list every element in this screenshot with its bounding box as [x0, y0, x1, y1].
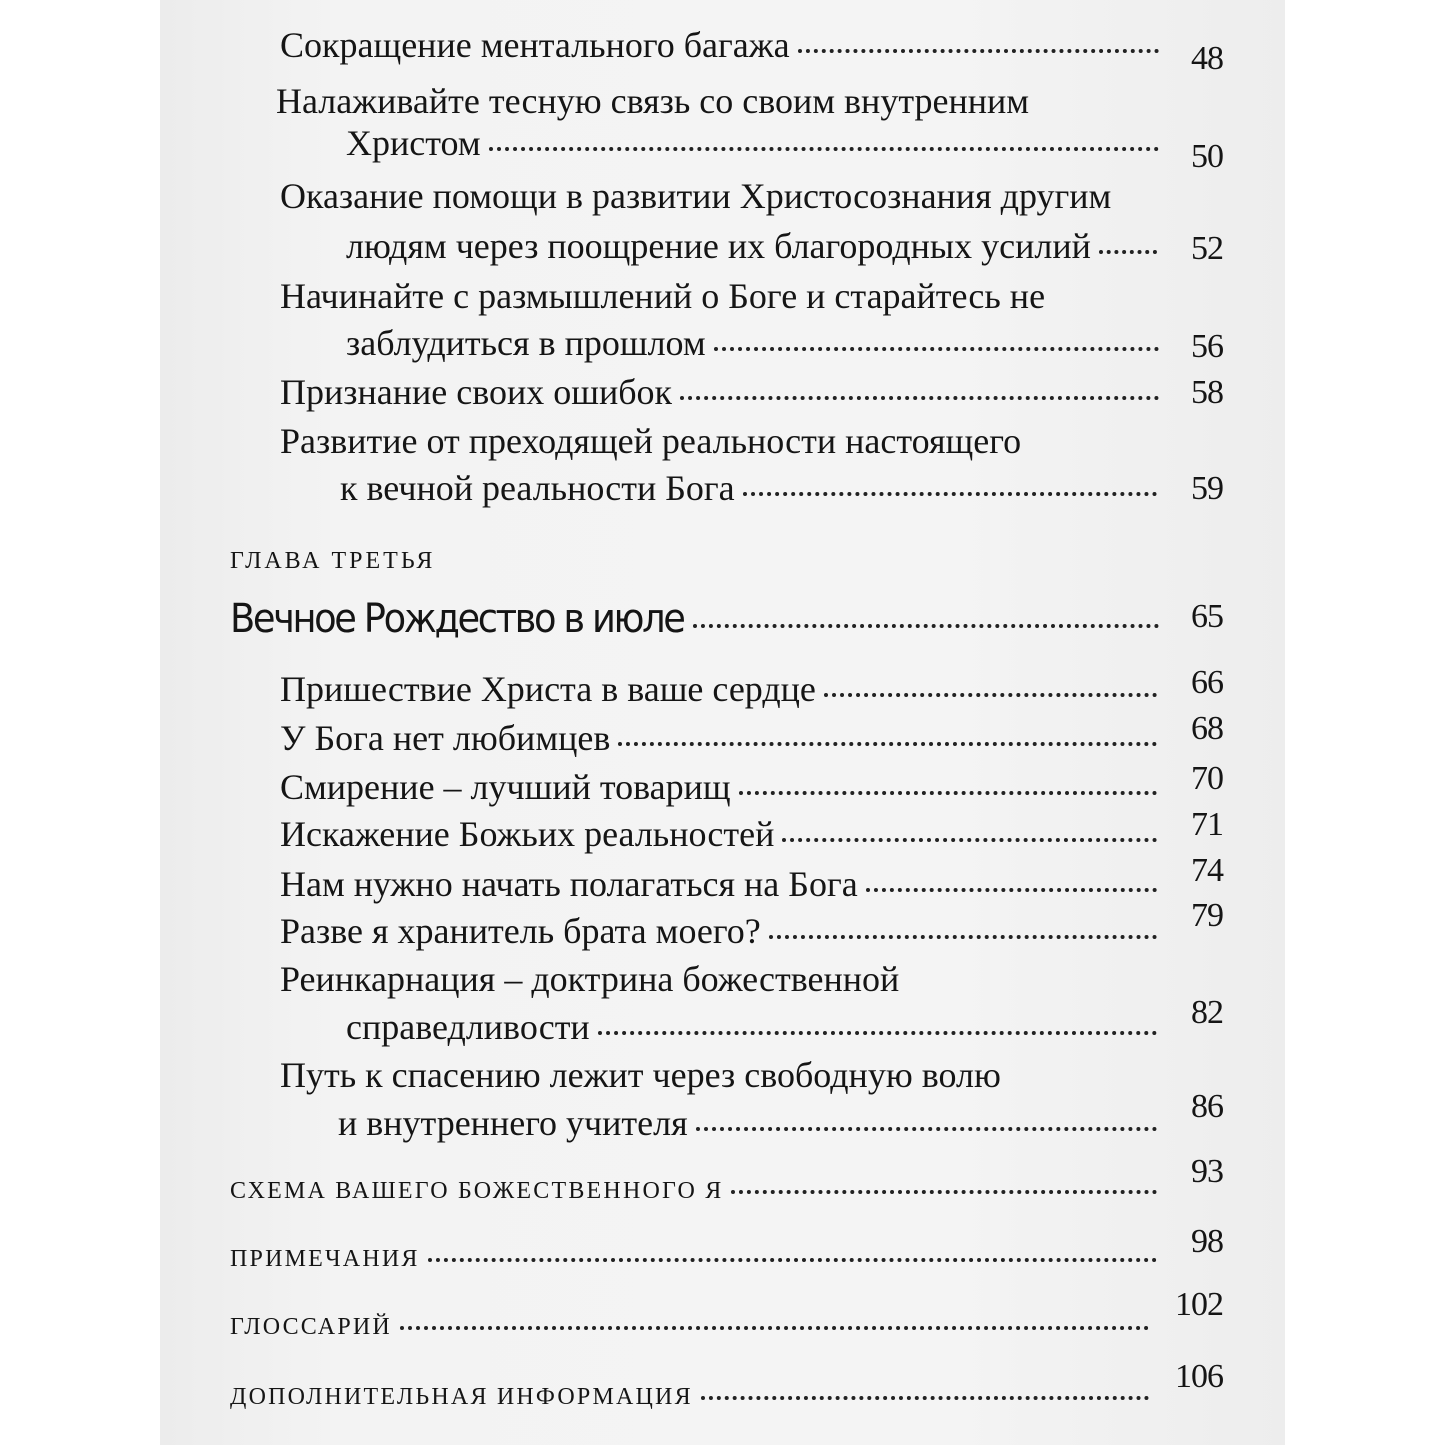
toc-entry-title: У Бога нет любимцев — [280, 718, 611, 758]
toc-entry-salvation-cont — [338, 1102, 1163, 1144]
leader-dots — [489, 147, 1159, 151]
toc-entry-brothers-keeper — [280, 910, 1163, 952]
page-number: 52 — [1191, 230, 1223, 267]
toc-entry-title: ПРИМЕЧАНИЯ — [230, 1246, 420, 1272]
chapter-label: ГЛАВА ТРЕТЬЯ — [230, 548, 436, 574]
chapter-heading — [230, 596, 1165, 642]
leader-dots — [400, 1326, 1149, 1330]
leader-dots — [798, 49, 1159, 53]
page-number: 74 — [1191, 852, 1223, 889]
toc-entry-divine-self-chart — [230, 1178, 1163, 1205]
leader-dots — [739, 791, 1157, 795]
page-number: 71 — [1191, 806, 1223, 843]
page-number: 98 — [1191, 1223, 1223, 1260]
toc-entry-title: Разве я хранитель брата моего? — [280, 911, 761, 951]
toc-entry-humility — [280, 766, 1163, 808]
toc-entry-title: Искажение Божьих реальностей — [280, 814, 775, 854]
toc-entry-title: Смирение – лучший товарищ — [280, 767, 731, 807]
leader-dots — [1099, 250, 1157, 254]
toc-entry-title-cont: и внутреннего учителя — [338, 1103, 688, 1143]
toc-entry-title: Признание своих ошибок — [280, 372, 673, 412]
toc-entry-title-cont: к вечной реальности Бога — [340, 468, 735, 508]
toc-entry-title: ДОПОЛНИТЕЛЬНАЯ ИНФОРМАЦИЯ — [230, 1384, 693, 1410]
page-number: 56 — [1191, 328, 1223, 365]
toc-entry-no-favorites — [280, 717, 1163, 759]
page-number: 58 — [1191, 374, 1223, 411]
toc-entry-reincarnation — [280, 958, 899, 1000]
toc-entry-title: Начинайте с размышлений о Боге и старайтесь не — [280, 276, 1046, 316]
page-number: 68 — [1191, 710, 1223, 747]
toc-entry-title-cont: заблудиться в прошлом — [346, 323, 706, 363]
toc-entry-mental-baggage — [280, 24, 1165, 66]
toc-entry-inner-christ — [276, 80, 1029, 122]
toc-entry-christ-heart — [280, 668, 1163, 710]
toc-entry-title-cont: людям через поощрение их благородных усилий — [346, 226, 1091, 266]
toc-entry-title-cont: Христом — [346, 123, 481, 163]
toc-entry-christ-consciousness — [280, 175, 1111, 217]
toc-entry-reality-cont — [340, 467, 1163, 509]
toc-entry-title: Налаживайте тесную связь со своим внутренним — [276, 81, 1030, 121]
leader-dots — [428, 1258, 1157, 1262]
leader-dots — [769, 935, 1157, 939]
leader-dots — [598, 1031, 1157, 1035]
page-number: 66 — [1191, 664, 1223, 701]
leader-dots — [714, 347, 1159, 351]
toc-entry-title: Развитие от преходящей реальности настоящего — [280, 421, 1022, 461]
toc-entry-christ-consciousness-cont — [346, 225, 1163, 267]
toc-entry-meditation — [280, 275, 1045, 317]
toc-entry-reality — [280, 420, 1021, 462]
page-number: 93 — [1191, 1153, 1223, 1190]
page-number: 79 — [1191, 897, 1223, 934]
page-number: 106 — [1175, 1358, 1223, 1395]
page-number: 65 — [1191, 598, 1223, 635]
toc-entry-mistakes — [280, 371, 1165, 413]
toc-entry-title: СХЕМА ВАШЕГО БОЖЕСТВЕННОГО Я — [230, 1178, 724, 1204]
toc-entry-salvation — [280, 1054, 1001, 1096]
toc-entry-glossary — [230, 1314, 1155, 1341]
leader-dots — [824, 693, 1157, 697]
leader-dots — [701, 1396, 1149, 1400]
page-number: 50 — [1191, 138, 1223, 175]
toc-entry-meditation-cont — [346, 322, 1165, 364]
chapter-title: Вечное Рождество в июле — [230, 596, 684, 642]
page-number: 59 — [1191, 470, 1223, 507]
toc-entry-title: Сокращение ментального багажа — [280, 25, 790, 65]
toc-entry-rely-on-god — [280, 863, 1163, 905]
toc-entry-title-cont: справедливости — [346, 1007, 590, 1047]
toc-entry-inner-christ-cont — [346, 122, 1165, 164]
leader-dots — [693, 624, 1159, 628]
leader-dots — [696, 1127, 1157, 1131]
leader-dots — [618, 742, 1157, 746]
toc-entry-title: Оказание помощи в развитии Христосознания другим — [280, 176, 1112, 216]
toc-entry-distortion — [280, 813, 1163, 855]
toc-entry-notes — [230, 1246, 1163, 1273]
page-number: 86 — [1191, 1088, 1223, 1125]
leader-dots — [866, 888, 1157, 892]
leader-dots — [731, 1190, 1157, 1194]
page-number: 82 — [1191, 994, 1223, 1031]
page-number: 70 — [1191, 760, 1223, 797]
toc-entry-title: Путь к спасению лежит через свободную волю — [280, 1055, 1001, 1095]
leader-dots — [743, 492, 1157, 496]
toc-entry-title: Пришествие Христа в ваше сердце — [280, 669, 816, 709]
page-number: 102 — [1175, 1286, 1223, 1323]
toc-entry-title: ГЛОССАРИЙ — [230, 1314, 392, 1340]
toc-entry-reincarnation-cont — [346, 1006, 1163, 1048]
toc-entry-title: Нам нужно начать полагаться на Бога — [280, 864, 858, 904]
leader-dots — [782, 838, 1157, 842]
page-number: 48 — [1191, 40, 1223, 77]
leader-dots — [680, 396, 1159, 400]
book-page — [160, 0, 1285, 1445]
toc-entry-additional-info — [230, 1384, 1155, 1411]
toc-entry-title: Реинкарнация – доктрина божественной — [280, 959, 900, 999]
